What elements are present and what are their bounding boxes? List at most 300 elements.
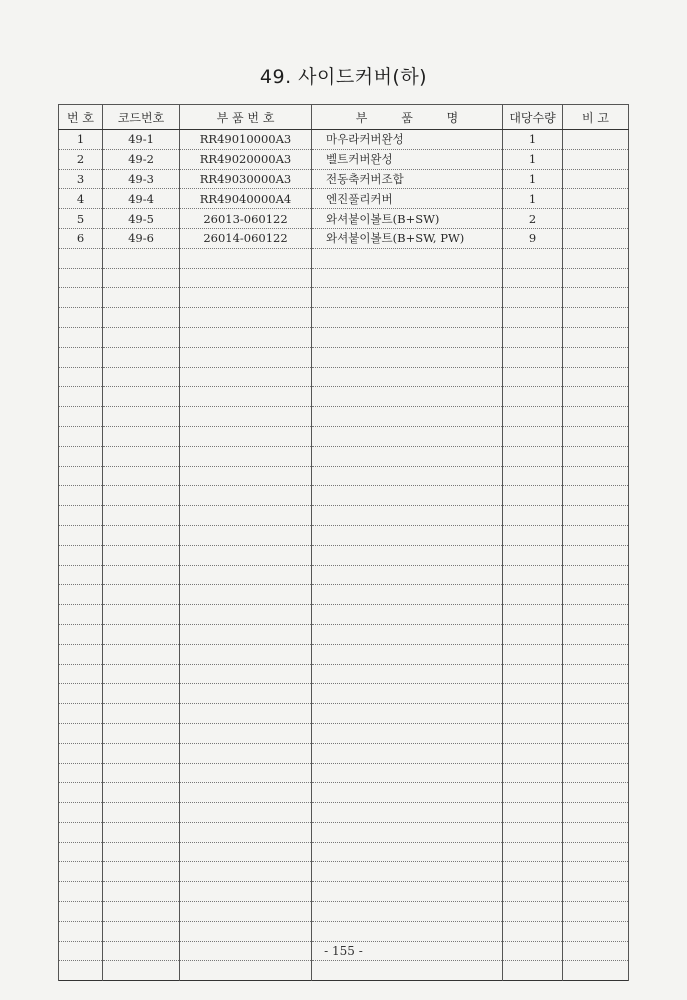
cell-part-no — [180, 248, 312, 268]
cell-remark — [563, 130, 629, 150]
cell-remark — [563, 842, 629, 862]
cell-part-no — [180, 347, 312, 367]
cell-part-no — [180, 763, 312, 783]
cell-remark — [563, 704, 629, 724]
cell-no — [59, 605, 103, 625]
cell-no — [59, 961, 103, 981]
table-row — [59, 130, 629, 150]
cell-part-no — [180, 565, 312, 585]
cell-remark — [563, 327, 629, 347]
cell-part-no — [180, 367, 312, 387]
cell-part-no — [180, 466, 312, 486]
cell-code — [103, 327, 180, 347]
cell-part-no: RR49020000A3 — [180, 149, 312, 169]
empty-table-row — [59, 466, 629, 486]
cell-code — [103, 624, 180, 644]
empty-table-row — [59, 308, 629, 328]
cell-name — [312, 486, 503, 506]
cell-remark — [563, 446, 629, 466]
cell-code — [103, 723, 180, 743]
page-title: 49. 사이드커버(하) — [259, 66, 428, 88]
cell-qty — [503, 605, 563, 625]
cell-name — [312, 288, 503, 308]
cell-name — [312, 763, 503, 783]
page-number: - 155 - — [324, 944, 363, 958]
cell-qty — [503, 387, 563, 407]
cell-part-no: RR49030000A3 — [180, 169, 312, 189]
cell-part-no — [180, 704, 312, 724]
cell-remark — [563, 624, 629, 644]
cell-no: 3 — [59, 169, 103, 189]
cell-code — [103, 506, 180, 526]
cell-remark — [563, 209, 629, 229]
cell-part-no: 26013-060122 — [180, 209, 312, 229]
empty-table-row — [59, 664, 629, 684]
empty-table-row — [59, 822, 629, 842]
cell-code — [103, 842, 180, 862]
cell-name: 엔진풀리커버 — [312, 189, 503, 209]
cell-part-no — [180, 288, 312, 308]
cell-remark — [563, 387, 629, 407]
cell-code — [103, 743, 180, 763]
cell-code: 49-2 — [103, 149, 180, 169]
cell-code — [103, 921, 180, 941]
cell-qty — [503, 545, 563, 565]
cell-qty — [503, 921, 563, 941]
empty-table-row — [59, 902, 629, 922]
cell-remark — [563, 723, 629, 743]
cell-no — [59, 545, 103, 565]
cell-code — [103, 308, 180, 328]
cell-no — [59, 506, 103, 526]
cell-qty — [503, 664, 563, 684]
cell-remark — [563, 743, 629, 763]
table-row — [59, 189, 629, 209]
cell-qty — [503, 426, 563, 446]
cell-remark — [563, 367, 629, 387]
cell-qty — [503, 882, 563, 902]
cell-name — [312, 545, 503, 565]
cell-code — [103, 347, 180, 367]
cell-name: 마우라커버완성 — [312, 130, 503, 150]
empty-table-row — [59, 387, 629, 407]
cell-no — [59, 248, 103, 268]
cell-code — [103, 704, 180, 724]
cell-code — [103, 466, 180, 486]
cell-remark — [563, 664, 629, 684]
cell-name: 벨트커버완성 — [312, 149, 503, 169]
cell-no — [59, 902, 103, 922]
cell-name — [312, 783, 503, 803]
header-no: 번 호 — [59, 105, 103, 130]
cell-code — [103, 605, 180, 625]
cell-qty — [503, 248, 563, 268]
cell-no — [59, 723, 103, 743]
cell-part-no — [180, 407, 312, 427]
empty-table-row — [59, 624, 629, 644]
cell-no — [59, 426, 103, 446]
cell-qty — [503, 624, 563, 644]
cell-no: 4 — [59, 189, 103, 209]
cell-qty — [503, 743, 563, 763]
empty-table-row — [59, 327, 629, 347]
cell-code — [103, 387, 180, 407]
cell-part-no — [180, 723, 312, 743]
cell-code: 49-5 — [103, 209, 180, 229]
cell-qty — [503, 704, 563, 724]
cell-name — [312, 803, 503, 823]
empty-table-row — [59, 367, 629, 387]
cell-code — [103, 684, 180, 704]
cell-remark — [563, 783, 629, 803]
table-row — [59, 228, 629, 248]
cell-code — [103, 862, 180, 882]
cell-name — [312, 327, 503, 347]
cell-remark — [563, 308, 629, 328]
cell-code — [103, 585, 180, 605]
header-qty: 대당수량 — [503, 105, 563, 130]
cell-name — [312, 743, 503, 763]
cell-qty: 1 — [503, 169, 563, 189]
empty-table-row — [59, 763, 629, 783]
cell-code — [103, 426, 180, 446]
header-code: 코드번호 — [103, 105, 180, 130]
cell-remark — [563, 803, 629, 823]
table-row — [59, 149, 629, 169]
empty-table-row — [59, 426, 629, 446]
table-row — [59, 209, 629, 229]
cell-part-no — [180, 545, 312, 565]
cell-name: 전동축커버조합 — [312, 169, 503, 189]
cell-qty — [503, 644, 563, 664]
cell-remark — [563, 644, 629, 664]
empty-table-row — [59, 644, 629, 664]
cell-no — [59, 525, 103, 545]
cell-name — [312, 902, 503, 922]
cell-no — [59, 763, 103, 783]
cell-name — [312, 565, 503, 585]
cell-part-no — [180, 822, 312, 842]
cell-name — [312, 585, 503, 605]
cell-no — [59, 466, 103, 486]
cell-no — [59, 446, 103, 466]
cell-part-no — [180, 506, 312, 526]
empty-table-row — [59, 268, 629, 288]
cell-code — [103, 783, 180, 803]
empty-table-row — [59, 803, 629, 823]
cell-no — [59, 288, 103, 308]
cell-no — [59, 644, 103, 664]
cell-no: 5 — [59, 209, 103, 229]
cell-part-no — [180, 426, 312, 446]
header-part-no: 부 품 번 호 — [180, 105, 312, 130]
cell-no — [59, 387, 103, 407]
cell-name — [312, 506, 503, 526]
cell-name — [312, 446, 503, 466]
cell-remark — [563, 486, 629, 506]
cell-part-no — [180, 783, 312, 803]
cell-remark — [563, 822, 629, 842]
cell-qty — [503, 268, 563, 288]
cell-code: 49-3 — [103, 169, 180, 189]
cell-part-no: 26014-060122 — [180, 228, 312, 248]
cell-qty — [503, 446, 563, 466]
cell-no — [59, 921, 103, 941]
cell-code — [103, 268, 180, 288]
cell-part-no — [180, 308, 312, 328]
cell-qty — [503, 327, 563, 347]
cell-qty — [503, 803, 563, 823]
cell-remark — [563, 268, 629, 288]
table-row — [59, 169, 629, 189]
cell-remark — [563, 763, 629, 783]
cell-qty — [503, 506, 563, 526]
cell-name — [312, 684, 503, 704]
cell-part-no — [180, 961, 312, 981]
cell-qty — [503, 842, 563, 862]
cell-remark — [563, 565, 629, 585]
cell-no — [59, 407, 103, 427]
cell-part-no — [180, 268, 312, 288]
cell-code — [103, 882, 180, 902]
cell-name — [312, 961, 503, 981]
cell-no — [59, 486, 103, 506]
cell-remark — [563, 288, 629, 308]
cell-qty — [503, 565, 563, 585]
empty-table-row — [59, 446, 629, 466]
cell-part-no — [180, 624, 312, 644]
cell-qty — [503, 466, 563, 486]
cell-part-no: RR49010000A3 — [180, 130, 312, 150]
cell-code — [103, 664, 180, 684]
cell-code — [103, 446, 180, 466]
cell-name — [312, 407, 503, 427]
cell-qty — [503, 407, 563, 427]
cell-no — [59, 704, 103, 724]
cell-no — [59, 684, 103, 704]
empty-table-row — [59, 506, 629, 526]
cell-remark — [563, 684, 629, 704]
cell-name — [312, 466, 503, 486]
cell-qty — [503, 525, 563, 545]
cell-part-no — [180, 684, 312, 704]
cell-name — [312, 308, 503, 328]
cell-qty — [503, 822, 563, 842]
cell-name — [312, 842, 503, 862]
cell-qty — [503, 862, 563, 882]
cell-no — [59, 565, 103, 585]
table-header-row — [59, 105, 629, 130]
cell-name — [312, 822, 503, 842]
cell-no — [59, 268, 103, 288]
cell-remark — [563, 169, 629, 189]
cell-code — [103, 248, 180, 268]
parts-table — [58, 104, 629, 981]
cell-name — [312, 882, 503, 902]
cell-qty: 1 — [503, 189, 563, 209]
cell-qty — [503, 723, 563, 743]
cell-name — [312, 367, 503, 387]
cell-part-no — [180, 446, 312, 466]
empty-table-row — [59, 684, 629, 704]
cell-part-no — [180, 585, 312, 605]
empty-table-row — [59, 486, 629, 506]
cell-name: 와셔붙이볼트(B+SW) — [312, 209, 503, 229]
cell-no — [59, 822, 103, 842]
empty-table-row — [59, 525, 629, 545]
cell-no — [59, 743, 103, 763]
cell-code — [103, 902, 180, 922]
empty-table-row — [59, 783, 629, 803]
cell-qty — [503, 684, 563, 704]
cell-qty — [503, 347, 563, 367]
cell-no — [59, 327, 103, 347]
cell-qty — [503, 961, 563, 981]
cell-part-no — [180, 882, 312, 902]
cell-remark — [563, 248, 629, 268]
cell-qty: 9 — [503, 228, 563, 248]
cell-part-no — [180, 743, 312, 763]
cell-name — [312, 426, 503, 446]
cell-qty — [503, 486, 563, 506]
cell-name — [312, 644, 503, 664]
cell-qty — [503, 288, 563, 308]
cell-remark — [563, 862, 629, 882]
cell-no — [59, 308, 103, 328]
cell-qty — [503, 367, 563, 387]
cell-part-no — [180, 664, 312, 684]
cell-part-no — [180, 327, 312, 347]
cell-qty — [503, 902, 563, 922]
cell-remark — [563, 545, 629, 565]
header-remark: 비 고 — [563, 105, 629, 130]
cell-qty: 2 — [503, 209, 563, 229]
cell-code — [103, 288, 180, 308]
cell-part-no — [180, 525, 312, 545]
cell-remark — [563, 882, 629, 902]
empty-table-row — [59, 407, 629, 427]
empty-table-row — [59, 585, 629, 605]
cell-no: 2 — [59, 149, 103, 169]
cell-part-no — [180, 862, 312, 882]
cell-name — [312, 704, 503, 724]
cell-name — [312, 862, 503, 882]
cell-remark — [563, 961, 629, 981]
empty-table-row — [59, 347, 629, 367]
cell-code — [103, 486, 180, 506]
cell-remark — [563, 921, 629, 941]
cell-name — [312, 387, 503, 407]
cell-no — [59, 783, 103, 803]
cell-code — [103, 525, 180, 545]
cell-code — [103, 644, 180, 664]
empty-table-row — [59, 882, 629, 902]
cell-remark — [563, 902, 629, 922]
cell-qty: 1 — [503, 130, 563, 150]
cell-qty — [503, 783, 563, 803]
cell-remark — [563, 189, 629, 209]
cell-no — [59, 347, 103, 367]
empty-table-row — [59, 723, 629, 743]
cell-code — [103, 545, 180, 565]
cell-code: 49-4 — [103, 189, 180, 209]
cell-no — [59, 803, 103, 823]
cell-remark — [563, 149, 629, 169]
cell-name — [312, 921, 503, 941]
empty-table-row — [59, 862, 629, 882]
cell-name — [312, 268, 503, 288]
cell-remark — [563, 347, 629, 367]
cell-code: 49-1 — [103, 130, 180, 150]
cell-name — [312, 347, 503, 367]
cell-code — [103, 822, 180, 842]
cell-no: 1 — [59, 130, 103, 150]
cell-name — [312, 624, 503, 644]
cell-no — [59, 842, 103, 862]
empty-table-row — [59, 921, 629, 941]
empty-table-row — [59, 565, 629, 585]
cell-qty — [503, 763, 563, 783]
cell-name — [312, 605, 503, 625]
cell-code — [103, 565, 180, 585]
cell-remark — [563, 228, 629, 248]
cell-name — [312, 248, 503, 268]
cell-no — [59, 664, 103, 684]
empty-table-row — [59, 545, 629, 565]
cell-remark — [563, 426, 629, 446]
empty-table-row — [59, 743, 629, 763]
empty-table-row — [59, 288, 629, 308]
cell-code — [103, 763, 180, 783]
cell-qty: 1 — [503, 149, 563, 169]
cell-code — [103, 961, 180, 981]
cell-part-no — [180, 902, 312, 922]
cell-name — [312, 525, 503, 545]
cell-part-no: RR49040000A4 — [180, 189, 312, 209]
cell-code — [103, 407, 180, 427]
cell-qty — [503, 585, 563, 605]
cell-code — [103, 803, 180, 823]
cell-no — [59, 624, 103, 644]
empty-table-row — [59, 842, 629, 862]
cell-remark — [563, 466, 629, 486]
cell-no: 6 — [59, 228, 103, 248]
cell-part-no — [180, 605, 312, 625]
cell-part-no — [180, 486, 312, 506]
cell-remark — [563, 605, 629, 625]
cell-no — [59, 882, 103, 902]
empty-table-row — [59, 248, 629, 268]
cell-name — [312, 664, 503, 684]
cell-name: 와셔붙이볼트(B+SW, PW) — [312, 228, 503, 248]
cell-part-no — [180, 921, 312, 941]
cell-code — [103, 367, 180, 387]
cell-no — [59, 585, 103, 605]
cell-part-no — [180, 803, 312, 823]
cell-remark — [563, 506, 629, 526]
cell-no — [59, 367, 103, 387]
cell-remark — [563, 585, 629, 605]
header-name: 부 품 명 — [312, 105, 503, 130]
empty-table-row — [59, 961, 629, 981]
cell-remark — [563, 525, 629, 545]
cell-qty — [503, 308, 563, 328]
cell-part-no — [180, 842, 312, 862]
empty-table-row — [59, 605, 629, 625]
cell-part-no — [180, 644, 312, 664]
empty-table-row — [59, 704, 629, 724]
cell-code: 49-6 — [103, 228, 180, 248]
